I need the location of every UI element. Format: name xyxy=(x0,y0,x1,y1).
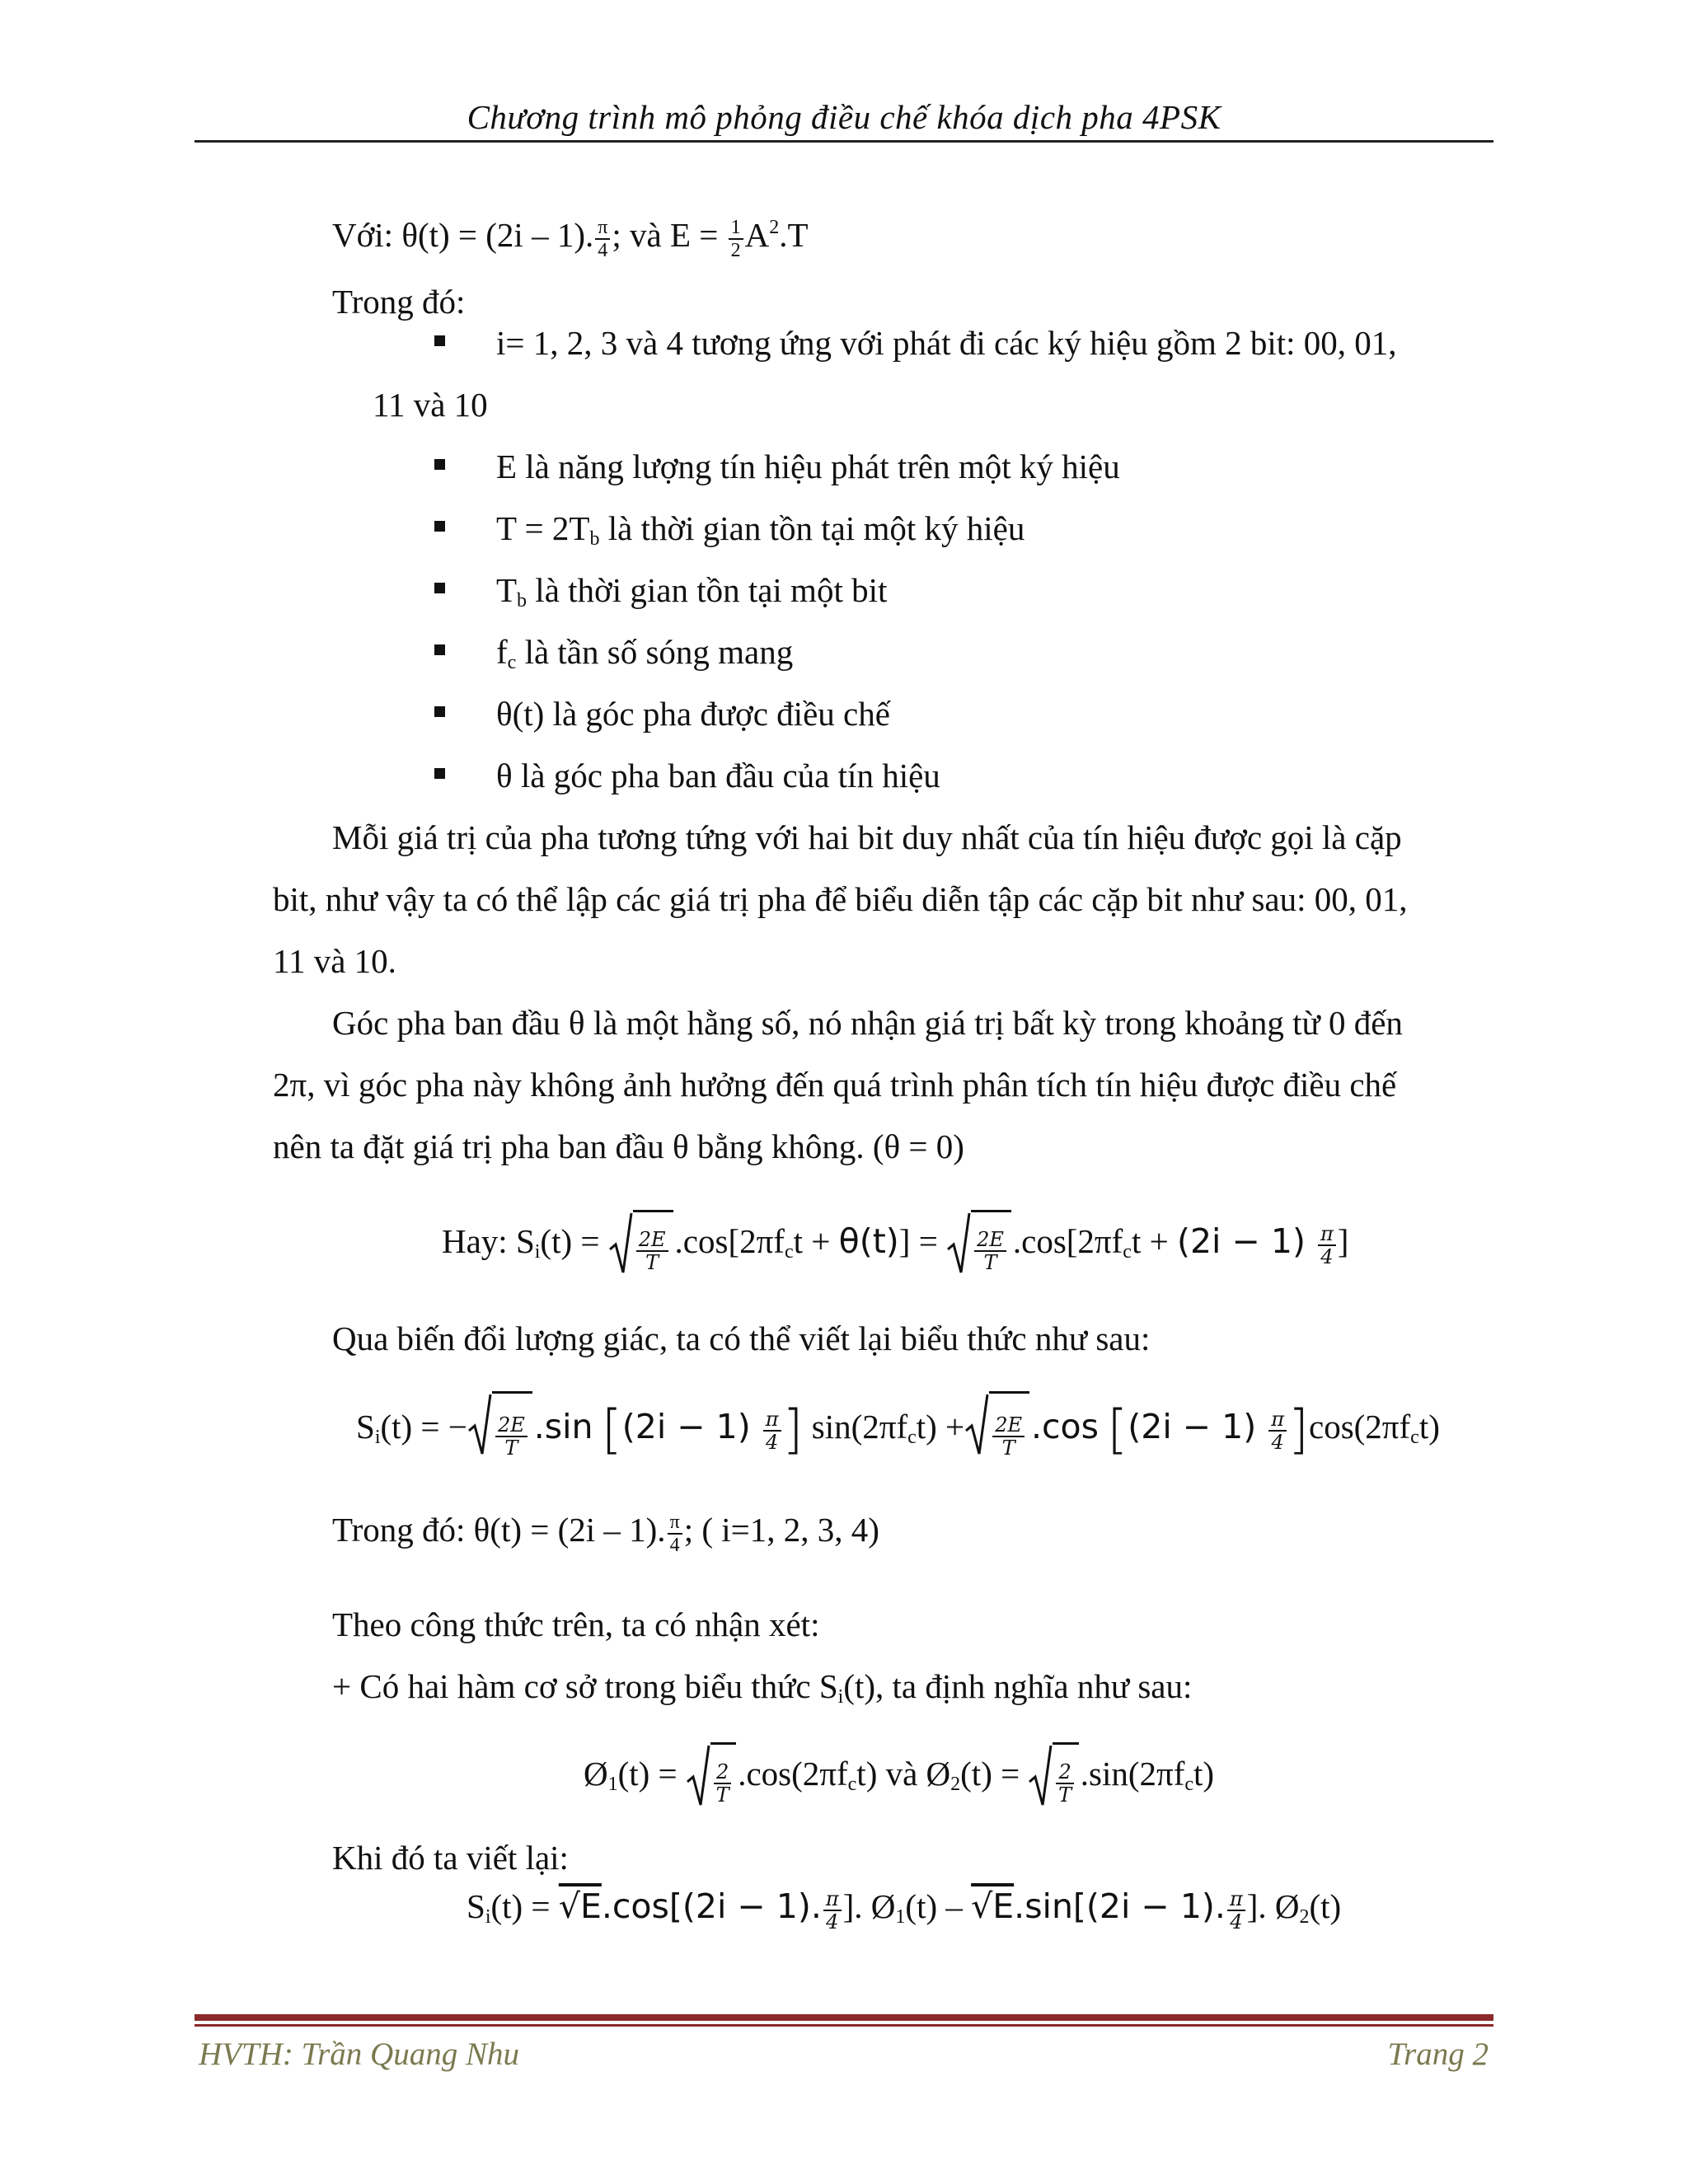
paragraph-line: nên ta đặt giá trị pha ban đầu θ bằng không. (θ = 0) xyxy=(273,1127,964,1165)
paragraph-line: Theo công thức trên, ta có nhận xét: xyxy=(332,1605,820,1643)
footer-rule-thin xyxy=(195,2024,1493,2027)
sqrt-symbol: $\frac{2}{T}$ xyxy=(1028,1742,1078,1812)
paragraph-line: + Có hai hàm cơ sở trong biểu thức $S_i(t)$, ta định nghĩa như sau: xyxy=(332,1667,1193,1708)
bullet-icon xyxy=(434,768,445,779)
text: Với: θ(t) = (2i – 1). xyxy=(332,216,594,254)
sqrt-symbol: $\frac{2E}{T}$ xyxy=(946,1210,1011,1280)
fraction: $\frac{\pi}{4}$ xyxy=(595,217,610,261)
bullet-text: i= 1, 2, 3 và 4 tương ứng với phát đi các ký hiệu gồm 2 bit: 00, 01, xyxy=(496,324,1397,362)
fraction: $\frac{1}{2}$ xyxy=(729,217,743,261)
paragraph-line: Mỗi giá trị của pha tương tứng với hai bit duy nhất của tín hiệu được gọi là cặp xyxy=(332,818,1402,856)
bullet-text: θ là góc pha ban đầu của tín hiệu xyxy=(496,757,940,794)
paragraph-line: bit, như vậy ta có thể lập các giá trị pha để biểu diễn tập các cặp bit như sau: 00, 01, xyxy=(273,880,1408,918)
sqrt-symbol: $\frac{2}{T}$ xyxy=(686,1742,736,1812)
paragraph-line: 11 và 10. xyxy=(273,942,396,980)
sqrt-symbol: $\frac{2E}{T}$ xyxy=(964,1391,1029,1469)
paragraph-line: Góc pha ban đầu θ là một hằng số, nó nhận giá trị bất kỳ trong khoảng từ 0 đến xyxy=(332,1004,1403,1042)
header-rule xyxy=(195,140,1493,143)
bullet-icon xyxy=(434,644,445,655)
footer-page-number: Trang 2 xyxy=(1387,2036,1489,2072)
bullet-icon xyxy=(434,521,445,532)
bullet-icon xyxy=(434,459,445,470)
bullet-text: $T_b$ là thời gian tồn tại một bit xyxy=(496,571,888,612)
equation-basis: $Ø_1(t)$ = $\frac{2}{T}$ $.\cos(2\pi f_ct)$ và $Ø_2(t)$ = $\frac{2}{T}$ $.\sin(2\pi f_ct)$ xyxy=(584,1741,1214,1817)
bullet-text-cont: 11 và 10 xyxy=(373,386,488,424)
bullet-text: $f_c$ là tần số sóng mang xyxy=(496,633,794,673)
footer-rule xyxy=(195,2014,1493,2021)
equation-final: $S_i(t) = √E.\cos[(2i - 1)$. $\frac{\pi}{4}$ ]. $Ø_1(t) - √E.\sin[(2i - 1)$. $\frac{\pi}{4}$ ]. $Ø_2(t)$ xyxy=(467,1886,1342,1933)
where-label: Trong đó: xyxy=(332,283,466,321)
definition-line: Với: θ(t) = (2i – 1). $\frac{\pi}{4}$ ; và E = $\frac{1}{2}$ $A^2.T$ xyxy=(332,216,809,261)
equation-expansion: $S_i(t)$ = − $\frac{2E}{T}$ .sin [(2i − 1) $\frac{\pi}{4}$ ] $\sin(2\pi f_ct)$ + $\frac{2E}{T}$ .cos [(2i − 1) $\frac{\pi}{4}$ ]$\cos(2\pi f_ct)$ xyxy=(356,1390,1440,1474)
fraction: $\frac{\pi}{4}$ xyxy=(668,1511,682,1556)
where-line: Trong đó: θ(t) = (2i – 1). $\frac{\pi}{4}$ ; ( i=1, 2, 3, 4) xyxy=(332,1511,879,1556)
bullet-icon xyxy=(434,706,445,717)
paragraph-line: Qua biến đổi lượng giác, ta có thể viết lại biểu thức như sau: xyxy=(332,1319,1151,1357)
paragraph-line: 2π, vì góc pha này không ảnh hưởng đến quá trình phân tích tín hiệu được điều chế xyxy=(273,1066,1397,1104)
footer-author: HVTH: Trần Quang Nhu xyxy=(199,2036,519,2072)
paragraph-line: Khi đó ta viết lại: xyxy=(332,1839,569,1877)
equation-hay: Hay: $S_i(t)$ = $\frac{2E}{T}$ $.\cos[2\pi f_ct + \theta(t)]$ = $\frac{2E}{T}$ $.\cos[2\pi f_ct + (2i - 1)$ $\frac{\pi}{4}$ ] xyxy=(442,1208,1348,1285)
bullet-icon xyxy=(434,335,445,346)
bullet-text: E là năng lượng tín hiệu phát trên một ký hiệu xyxy=(496,448,1120,485)
bullet-text: θ(t) là góc pha được điều chế xyxy=(496,695,890,733)
bullet-icon xyxy=(434,583,445,593)
sqrt-symbol: $\frac{2E}{T}$ xyxy=(608,1210,673,1280)
page-header: Chương trình mô phỏng điều chế khóa dịch pha 4PSK xyxy=(467,98,1221,136)
sqrt-symbol: $\frac{2E}{T}$ xyxy=(467,1391,532,1469)
bullet-text: $T = 2T_b$ là thời gian tồn tại một ký hiệu xyxy=(496,509,1025,550)
